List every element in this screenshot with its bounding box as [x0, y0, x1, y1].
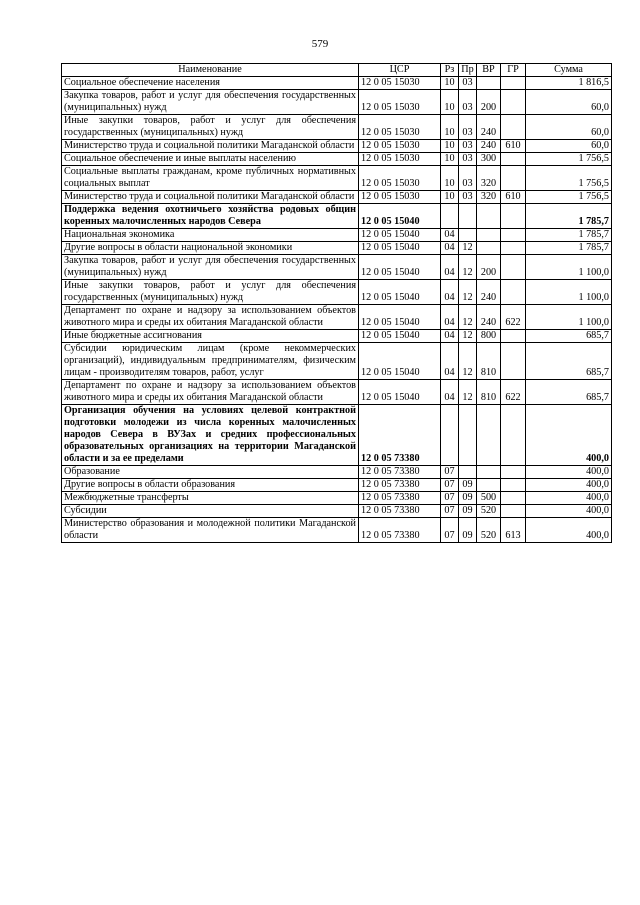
cell-csr: 12 0 05 15030: [359, 140, 441, 153]
cell-gr: [501, 90, 526, 115]
cell-name: Иные закупки товаров, работ и услуг для обеспечения государственных (муниципальных) нужд: [62, 280, 359, 305]
table-row: [62, 330, 612, 343]
cell-gr: [501, 77, 526, 90]
table-row: [62, 153, 612, 166]
cell-name: Субсидии: [62, 505, 359, 518]
table-row: [62, 166, 612, 191]
cell-sum: 1 785,7: [526, 229, 612, 242]
cell-pr: 09: [459, 479, 477, 492]
cell-vr: 800: [477, 330, 501, 343]
cell-gr: [501, 405, 526, 466]
cell-csr: 12 0 05 73380: [359, 518, 441, 543]
cell-rz: 04: [441, 380, 459, 405]
cell-sum: 60,0: [526, 115, 612, 140]
cell-gr: [501, 330, 526, 343]
cell-vr: 500: [477, 492, 501, 505]
table-row: [62, 343, 612, 380]
cell-sum: 1 756,5: [526, 153, 612, 166]
cell-sum: 1 785,7: [526, 242, 612, 255]
cell-pr: 09: [459, 505, 477, 518]
cell-sum: 1 756,5: [526, 166, 612, 191]
cell-vr: [477, 466, 501, 479]
cell-sum: 60,0: [526, 90, 612, 115]
cell-sum: 1 100,0: [526, 305, 612, 330]
table-row: [62, 518, 612, 543]
cell-vr: 810: [477, 343, 501, 380]
cell-rz: 07: [441, 518, 459, 543]
cell-pr: 12: [459, 343, 477, 380]
cell-sum: 400,0: [526, 505, 612, 518]
cell-rz: 07: [441, 466, 459, 479]
cell-gr: [501, 229, 526, 242]
cell-pr: 12: [459, 242, 477, 255]
cell-pr: 12: [459, 255, 477, 280]
cell-name: Социальные выплаты гражданам, кроме публичных нормативных социальных выплат: [62, 166, 359, 191]
cell-csr: 12 0 05 15040: [359, 204, 441, 229]
table-row: [62, 280, 612, 305]
cell-name: Министерство труда и социальной политики Магаданской области: [62, 191, 359, 204]
cell-name: Организация обучения на условиях целевой контрактной подготовки молодежи из числа коренных малочисленных народов Севера в ВУЗах и средних профессиональных образовательных организациях на территории Магаданской области и за ее пределами: [62, 405, 359, 466]
cell-pr: 12: [459, 305, 477, 330]
cell-csr: 12 0 05 15040: [359, 229, 441, 242]
cell-sum: 1 756,5: [526, 191, 612, 204]
cell-sum: 1 100,0: [526, 280, 612, 305]
cell-gr: 622: [501, 380, 526, 405]
cell-csr: 12 0 05 15040: [359, 330, 441, 343]
cell-csr: 12 0 05 73380: [359, 492, 441, 505]
table-row: [62, 505, 612, 518]
cell-gr: 622: [501, 305, 526, 330]
cell-gr: [501, 166, 526, 191]
cell-rz: 04: [441, 255, 459, 280]
cell-name: Межбюджетные трансферты: [62, 492, 359, 505]
table-row: [62, 77, 612, 90]
cell-rz: 04: [441, 242, 459, 255]
cell-csr: 12 0 05 15030: [359, 166, 441, 191]
cell-csr: 12 0 05 73380: [359, 466, 441, 479]
cell-sum: 400,0: [526, 492, 612, 505]
cell-gr: [501, 466, 526, 479]
table-row: [62, 305, 612, 330]
cell-name: Социальное обеспечение населения: [62, 77, 359, 90]
cell-pr: 12: [459, 380, 477, 405]
cell-gr: [501, 280, 526, 305]
table-row: [62, 405, 612, 466]
cell-rz: 04: [441, 280, 459, 305]
cell-pr: 03: [459, 153, 477, 166]
cell-name: Субсидии юридическим лицам (кроме некоммерческих организаций), индивидуальным предпринимателям, физическим лицам - производителям товаров, работ, услуг: [62, 343, 359, 380]
cell-name: Министерство труда и социальной политики Магаданской области: [62, 140, 359, 153]
cell-pr: 09: [459, 518, 477, 543]
cell-rz: 10: [441, 140, 459, 153]
cell-pr: 03: [459, 77, 477, 90]
cell-vr: 240: [477, 280, 501, 305]
cell-csr: 12 0 05 15040: [359, 380, 441, 405]
cell-gr: [501, 115, 526, 140]
table-row: [62, 380, 612, 405]
cell-sum: 400,0: [526, 405, 612, 466]
cell-sum: 1 100,0: [526, 255, 612, 280]
cell-vr: [477, 229, 501, 242]
header-rz: Рз: [441, 64, 459, 77]
table-row: [62, 242, 612, 255]
cell-vr: 200: [477, 255, 501, 280]
cell-rz: 10: [441, 153, 459, 166]
cell-rz: 04: [441, 343, 459, 380]
cell-name: Поддержка ведения охотничьего хозяйства родовых общин коренных малочисленных народов Севера: [62, 204, 359, 229]
cell-pr: 12: [459, 280, 477, 305]
cell-vr: 300: [477, 153, 501, 166]
cell-vr: 200: [477, 90, 501, 115]
cell-pr: 03: [459, 191, 477, 204]
cell-csr: 12 0 05 15030: [359, 90, 441, 115]
cell-name: Иные бюджетные ассигнования: [62, 330, 359, 343]
cell-csr: 12 0 05 15040: [359, 242, 441, 255]
header-pr: Пр: [459, 64, 477, 77]
cell-vr: 240: [477, 140, 501, 153]
cell-vr: [477, 242, 501, 255]
cell-name: Департамент по охране и надзору за использованием объектов животного мира и среды их обитания Магаданской области: [62, 305, 359, 330]
cell-csr: 12 0 05 15040: [359, 305, 441, 330]
cell-pr: [459, 466, 477, 479]
cell-rz: 10: [441, 90, 459, 115]
cell-rz: 10: [441, 166, 459, 191]
table-body: [62, 77, 612, 543]
cell-csr: 12 0 05 15040: [359, 255, 441, 280]
header-csr: ЦСР: [359, 64, 441, 77]
cell-csr: 12 0 05 15040: [359, 343, 441, 380]
cell-csr: 12 0 05 73380: [359, 505, 441, 518]
header-gr: ГР: [501, 64, 526, 77]
cell-rz: 07: [441, 479, 459, 492]
cell-name: Закупка товаров, работ и услуг для обеспечения государственных (муниципальных) нужд: [62, 255, 359, 280]
cell-sum: 685,7: [526, 343, 612, 380]
cell-vr: 520: [477, 518, 501, 543]
cell-vr: [477, 204, 501, 229]
table-row: [62, 492, 612, 505]
cell-gr: [501, 492, 526, 505]
cell-vr: [477, 405, 501, 466]
cell-gr: [501, 255, 526, 280]
cell-vr: 240: [477, 115, 501, 140]
cell-sum: 400,0: [526, 518, 612, 543]
cell-name: Образование: [62, 466, 359, 479]
cell-csr: 12 0 05 15030: [359, 77, 441, 90]
budget-table: [61, 63, 612, 543]
cell-vr: 320: [477, 166, 501, 191]
cell-rz: 07: [441, 505, 459, 518]
cell-vr: [477, 77, 501, 90]
cell-pr: 03: [459, 140, 477, 153]
cell-sum: 1 785,7: [526, 204, 612, 229]
cell-rz: 07: [441, 492, 459, 505]
cell-gr: [501, 343, 526, 380]
table-row: [62, 90, 612, 115]
cell-name: Иные закупки товаров, работ и услуг для обеспечения государственных (муниципальных) нужд: [62, 115, 359, 140]
cell-name: Департамент по охране и надзору за использованием объектов животного мира и среды их обитания Магаданской области: [62, 380, 359, 405]
cell-pr: [459, 405, 477, 466]
cell-csr: 12 0 05 15040: [359, 280, 441, 305]
cell-pr: 03: [459, 90, 477, 115]
cell-sum: 60,0: [526, 140, 612, 153]
cell-csr: 12 0 05 73380: [359, 405, 441, 466]
cell-name: Закупка товаров, работ и услуг для обеспечения государственных (муниципальных) нужд: [62, 90, 359, 115]
cell-pr: 12: [459, 330, 477, 343]
cell-rz: 04: [441, 229, 459, 242]
header-vr: ВР: [477, 64, 501, 77]
table-row: [62, 191, 612, 204]
cell-gr: 610: [501, 140, 526, 153]
cell-csr: 12 0 05 15030: [359, 115, 441, 140]
page-number: 579: [311, 38, 329, 50]
cell-sum: 685,7: [526, 330, 612, 343]
table-row: [62, 479, 612, 492]
cell-rz: 04: [441, 305, 459, 330]
table-row: [62, 466, 612, 479]
cell-vr: 240: [477, 305, 501, 330]
cell-sum: 400,0: [526, 479, 612, 492]
cell-vr: [477, 479, 501, 492]
cell-pr: 03: [459, 166, 477, 191]
table-row: [62, 229, 612, 242]
cell-sum: 1 816,5: [526, 77, 612, 90]
cell-name: Другие вопросы в области образования: [62, 479, 359, 492]
table-row: [62, 115, 612, 140]
header-name: Наименование: [62, 64, 359, 77]
cell-name: Национальная экономика: [62, 229, 359, 242]
cell-gr: [501, 505, 526, 518]
cell-gr: [501, 153, 526, 166]
cell-rz: [441, 204, 459, 229]
table-header-row: [62, 64, 612, 77]
cell-rz: 04: [441, 330, 459, 343]
table-row: [62, 204, 612, 229]
cell-sum: 685,7: [526, 380, 612, 405]
header-sum: Сумма: [526, 64, 612, 77]
cell-name: Другие вопросы в области национальной экономики: [62, 242, 359, 255]
cell-name: Социальное обеспечение и иные выплаты населению: [62, 153, 359, 166]
cell-pr: [459, 229, 477, 242]
table-row: [62, 255, 612, 280]
cell-sum: 400,0: [526, 466, 612, 479]
cell-rz: 10: [441, 77, 459, 90]
cell-pr: [459, 204, 477, 229]
cell-pr: 03: [459, 115, 477, 140]
cell-csr: 12 0 05 73380: [359, 479, 441, 492]
cell-gr: 610: [501, 191, 526, 204]
cell-gr: [501, 242, 526, 255]
cell-vr: 520: [477, 505, 501, 518]
cell-rz: 10: [441, 191, 459, 204]
cell-vr: 810: [477, 380, 501, 405]
cell-gr: [501, 204, 526, 229]
table-row: [62, 140, 612, 153]
cell-vr: 320: [477, 191, 501, 204]
cell-rz: [441, 405, 459, 466]
cell-csr: 12 0 05 15030: [359, 153, 441, 166]
cell-name: Министерство образования и молодежной политики Магаданской области: [62, 518, 359, 543]
cell-csr: 12 0 05 15030: [359, 191, 441, 204]
cell-pr: 09: [459, 492, 477, 505]
cell-gr: [501, 479, 526, 492]
cell-gr: 613: [501, 518, 526, 543]
cell-rz: 10: [441, 115, 459, 140]
